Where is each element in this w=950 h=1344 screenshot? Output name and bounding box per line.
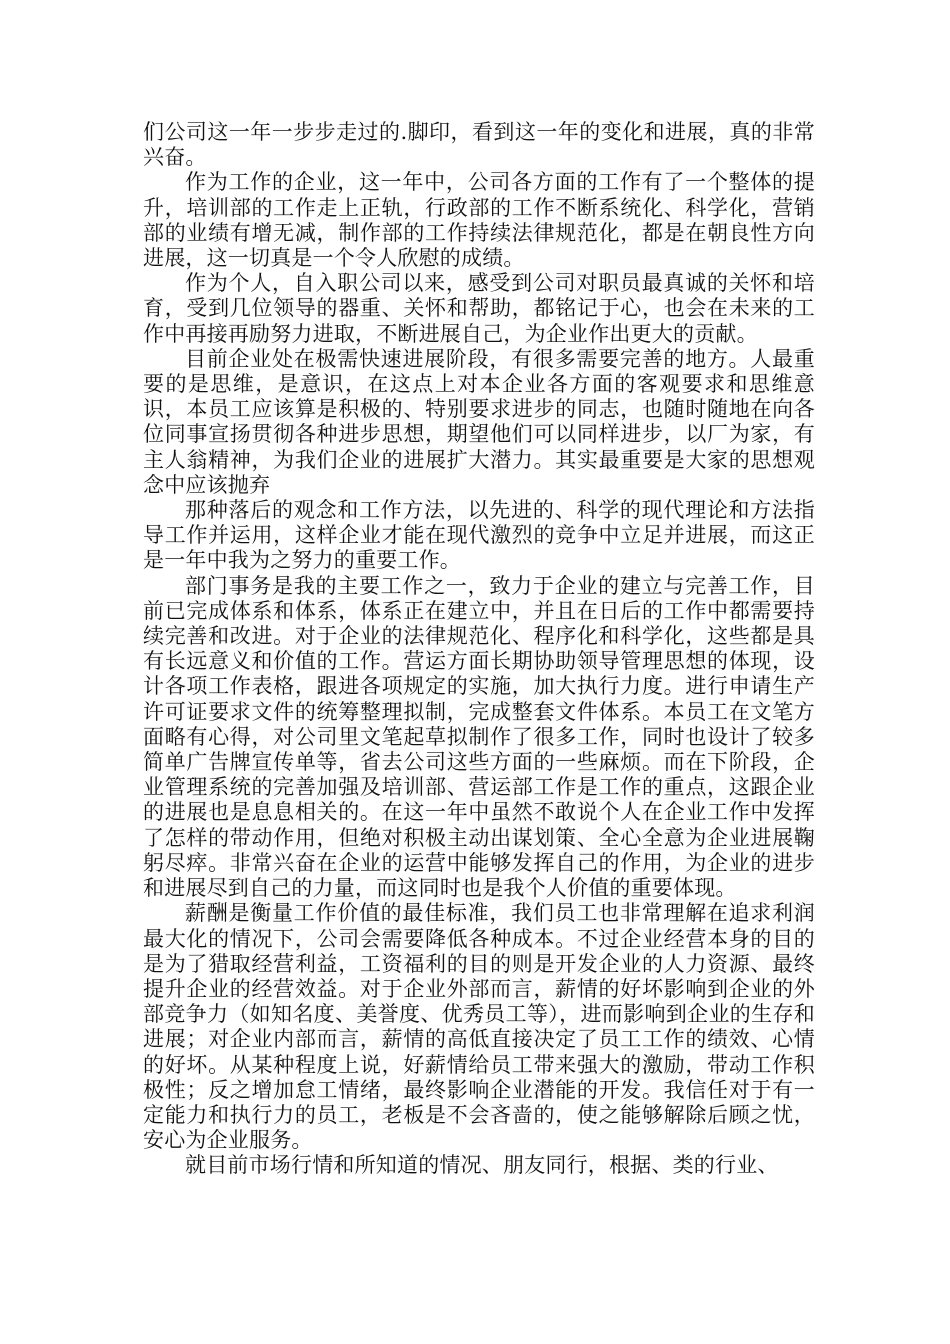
paragraph-4: 目前企业处在极需快速进展阶段，有很多需要完善的地方。人最重要的是思维，是意识，在这点上对本企业各方面的客观要求和思维意识，本员工应该算是积极的、特别要求进步的同志，也随时随地在向各位同事宣扬贯彻各种进步思想，期望他们可以同样进步，以厂为家，有主人翁精神，为我们企业的进展扩大潜力。其实最重要是大家的思想观念中应该抛弃: [143, 346, 815, 497]
paragraph-8: 就目前市场行情和所知道的情况、朋友同行，根据、类的行业、: [185, 1153, 779, 1178]
paragraph-6: 部门事务是我的主要工作之一，致力于企业的建立与完善工作，目前已完成体系和体系，体系正在建立中，并且在日后的工作中都需要持续完善和改进。对于企业的法律规范化、程序化和科学化，这些都是具有长远意义和价值的工作。营运方面长期协助领导管理思想的体现，设计各项工作表格，跟进各项规定的实施，加大执行力度。进行申请生产许可证要求文件的统筹整理拟制，完成整套文件体系。本员工在文笔方面略有心得，对公司里文笔起草拟制作了很多工作，同时也设计了较多简单广告牌宣传单等，省去公司这些方面的一些麻烦。而在下阶段，企业管理系统的完善加强及培训部、营运部工作是工作的重点，这跟企业的进展也是息息相关的。在这一年中虽然不敢说个人在企业工作中发挥了怎样的带动作用，但绝对积极主动出谋划策、全心全意为企业进展鞠躬尽瘁。非常兴奋在企业的运营中能够发挥自己的作用，为企业的进步和进展尽到自己的力量，而这同时也是我个人价值的重要体现。: [143, 573, 815, 901]
paragraph-7: 薪酬是衡量工作价值的最佳标准，我们员工也非常理解在追求利润最大化的情况下，公司会需要降低各种成本。不过企业经营本身的目的是为了猎取经营利益，工资福利的目的则是开发企业的人力资源、最终提升企业的经营效益。对于企业外部而言，薪情的好坏影响到企业的外部竞争力（如知名度、美誉度、优秀员工等），进而影响到企业的生存和进展；对企业内部而言，薪情的高低直接决定了员工工作的绩效、心情的好坏。从某种程度上说，好薪情给员工带来强大的激励，带动工作积极性；反之增加怠工情绪，最终影响企业潜能的开发。我信任对于有一定能力和执行力的员工，老板是不会吝啬的，使之能够解除后顾之忧，安心为企业服务。: [143, 901, 815, 1153]
paragraph-1: 们公司这一年一步步走过的.脚印，看到这一年的变化和进展，真的非常兴奋。: [143, 120, 815, 170]
paragraph-3: 作为个人，自入职公司以来，感受到公司对职员最真诚的关怀和培育，受到几位领导的器重、关怀和帮助，都铭记于心，也会在未来的工作中再接再励努力进取，不断进展自己，为企业作出更大的贡献。: [143, 271, 815, 346]
paragraph-5: 那种落后的观念和工作方法，以先进的、科学的现代理论和方法指导工作并运用，这样企业才能在现代激烈的竞争中立足并进展，而这正是一年中我为之努力的重要工作。: [143, 498, 815, 573]
paragraph-2: 作为工作的企业，这一年中，公司各方面的工作有了一个整体的提升，培训部的工作走上正轨，行政部的工作不断系统化、科学化，营销部的业绩有增无减，制作部的工作持续法律规范化，都是在朝良性方向进展，这一切真是一个令人欣慰的成绩。: [143, 170, 815, 271]
document-body: [143, 120, 815, 1179]
